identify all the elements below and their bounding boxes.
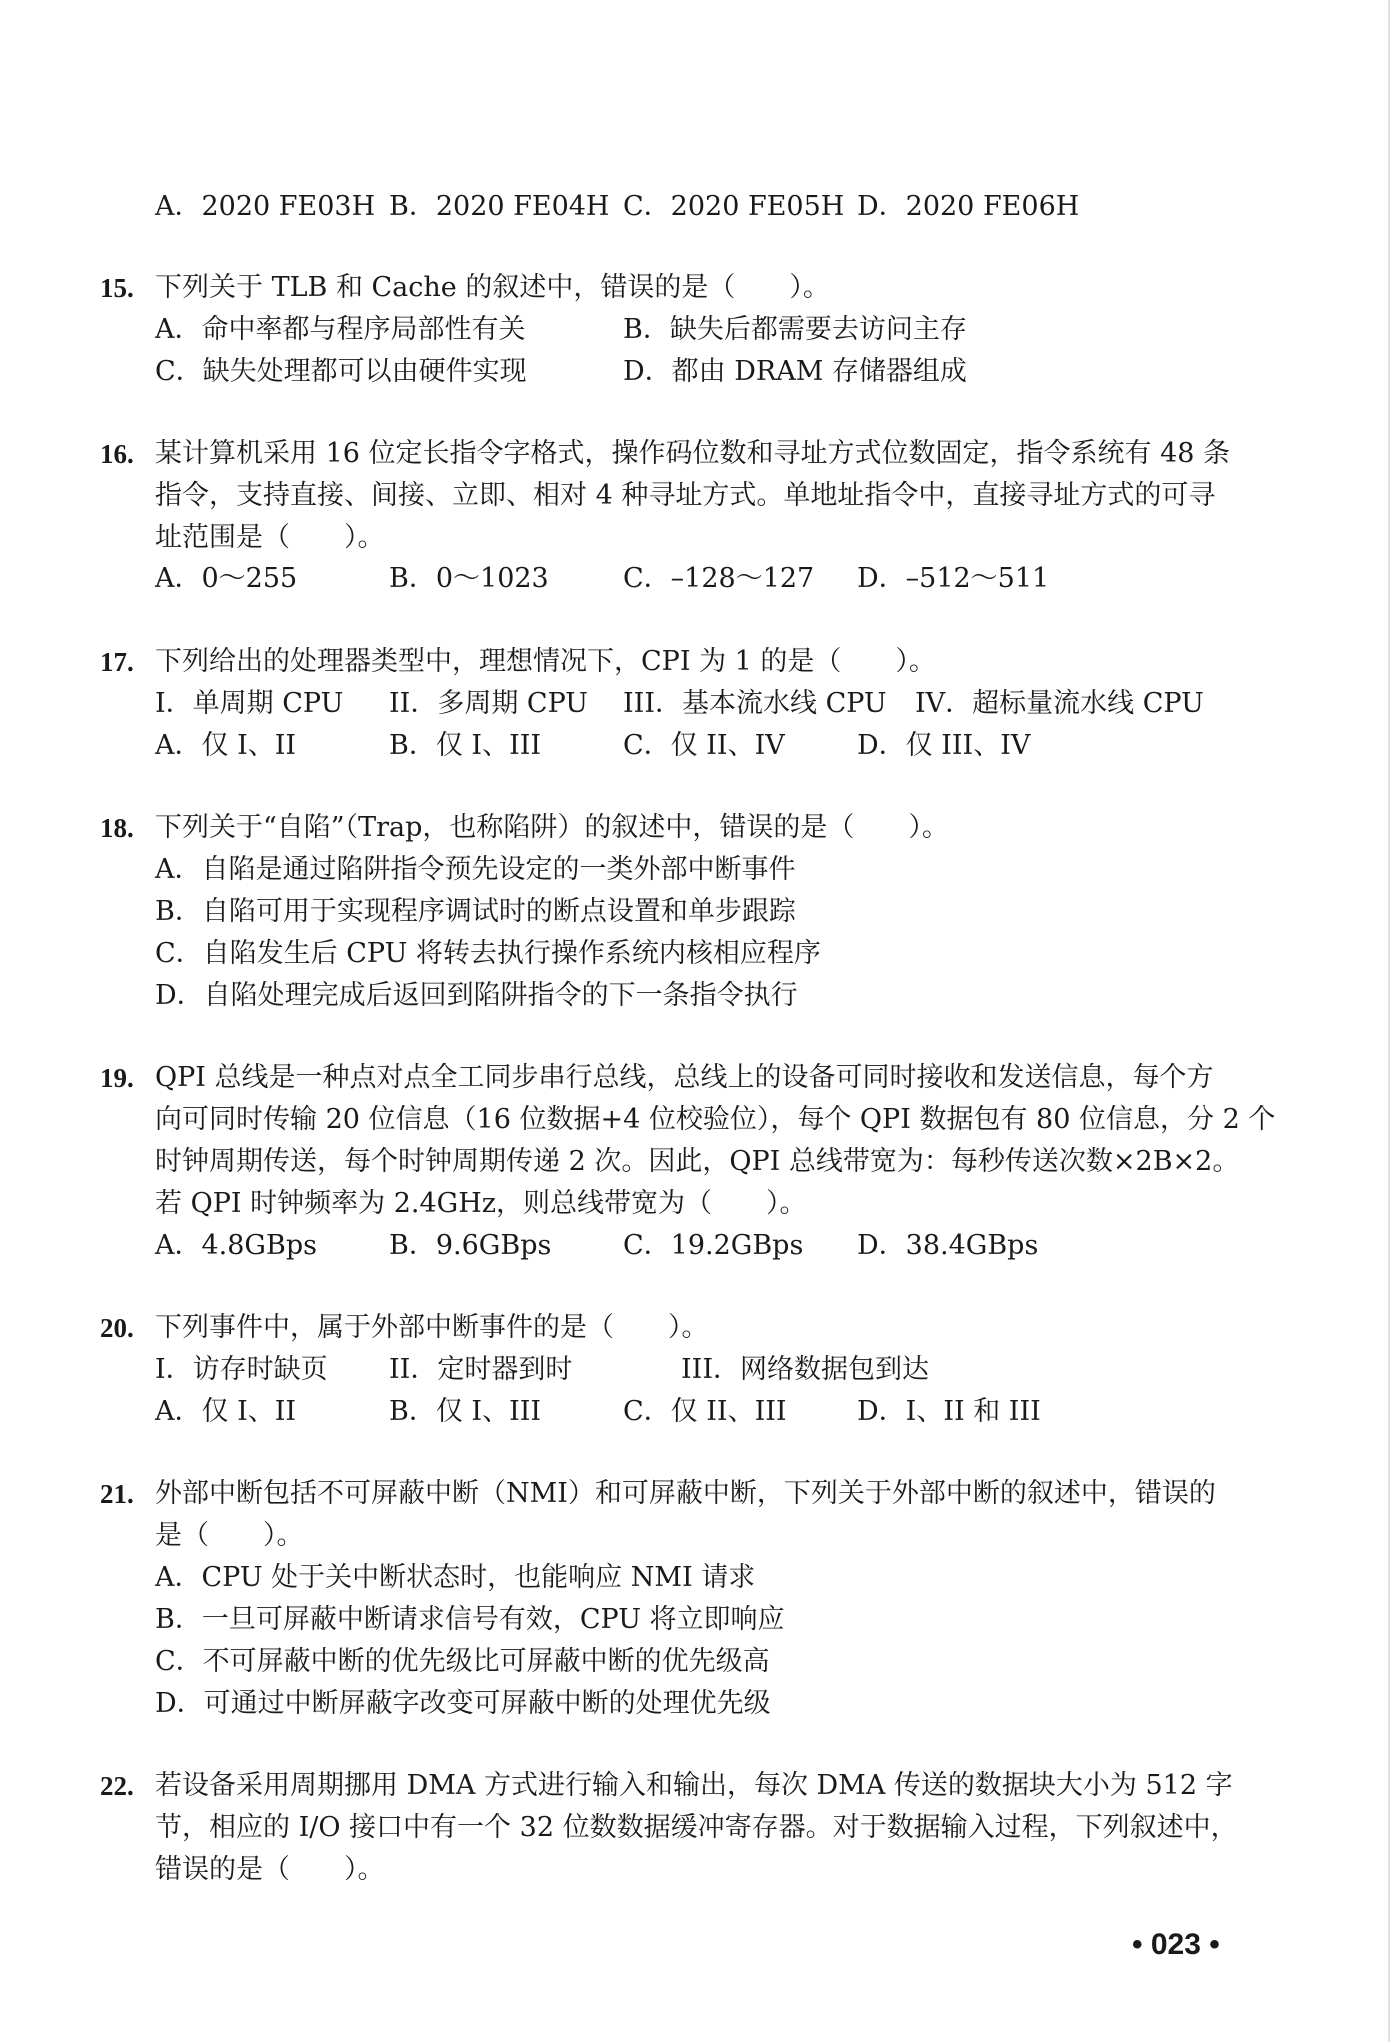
q16-option-d: D．–512～511 — [857, 563, 1050, 594]
q18-option-c: C．自陷发生后 CPU 将转去执行操作系统内核相应程序 — [155, 938, 821, 969]
q19-line-4: 若 QPI 时钟频率为 2.4GHz，则总线带宽为（ ）。 — [155, 1188, 807, 1219]
q21-option-b: B．一旦可屏蔽中断请求信号有效，CPU 将立即响应 — [155, 1604, 785, 1635]
q19-option-b: B．9.6GBps — [389, 1230, 552, 1261]
q19-line-2: 向可同时传输 20 位信息（16 位数据+4 位校验位），每个 QPI 数据包有 80 位信息，分 2 个 — [155, 1104, 1276, 1135]
q16-option-b: B．0～1023 — [389, 563, 549, 594]
q19-number: 19. — [100, 1063, 134, 1093]
q16-option-c: C．–128～127 — [623, 563, 815, 594]
q22-line-2: 节，相应的 I/O 接口中有一个 32 位数数据缓冲寄存器。对于数据输入过程，下列叙述中， — [155, 1812, 1238, 1843]
q14-option-d: D．2020 FE06H — [857, 191, 1080, 222]
q16-line-2: 指令，支持直接、间接、立即、相对 4 种寻址方式。单地址指令中，直接寻址方式的可寻 — [155, 480, 1216, 511]
q15-stem: 下列关于 TLB 和 Cache 的叙述中，错误的是（ ）。 — [155, 272, 830, 303]
q17-number: 17. — [100, 647, 134, 677]
q18-option-d: D．自陷处理完成后返回到陷阱指令的下一条指令执行 — [155, 980, 798, 1011]
q15-option-d: D．都由 DRAM 存储器组成 — [623, 356, 967, 387]
scan-edge — [1388, 0, 1390, 2042]
q18-option-b: B．自陷可用于实现程序调试时的断点设置和单步跟踪 — [155, 896, 796, 927]
q20-number: 20. — [100, 1313, 134, 1343]
page-number: • 023 • — [1132, 1928, 1220, 1961]
q22-line-3: 错误的是（ ）。 — [155, 1854, 385, 1885]
q17-option-a: A．仅 I、II — [155, 730, 297, 761]
q19-option-d: D．38.4GBps — [857, 1230, 1039, 1261]
q20-item-3: III．网络数据包到达 — [681, 1354, 929, 1385]
q21-option-c: C．不可屏蔽中断的优先级比可屏蔽中断的优先级高 — [155, 1646, 770, 1677]
q22-number: 22. — [100, 1771, 134, 1801]
q15-option-c: C．缺失处理都可以由硬件实现 — [155, 356, 527, 387]
q20-option-b: B．仅 I、III — [389, 1396, 542, 1427]
q15-option-a: A．命中率都与程序局部性有关 — [155, 314, 526, 345]
q17-item-2: II．多周期 CPU — [389, 688, 589, 719]
q15-option-b: B．缺失后都需要去访问主存 — [623, 314, 967, 345]
q21-line-1: 外部中断包括不可屏蔽中断（NMI）和可屏蔽中断，下列关于外部中断的叙述中，错误的 — [155, 1478, 1216, 1509]
q17-option-d: D．仅 III、IV — [857, 730, 1031, 761]
q21-option-d: D．可通过中断屏蔽字改变可屏蔽中断的处理优先级 — [155, 1688, 771, 1719]
q14-option-a: A．2020 FE03H — [155, 191, 376, 222]
q17-item-4: IV．超标量流水线 CPU — [915, 688, 1204, 719]
q14-option-b: B．2020 FE04H — [389, 191, 610, 222]
q19-line-1: QPI 总线是一种点对点全工同步串行总线，总线上的设备可同时接收和发送信息，每个方 — [155, 1062, 1214, 1093]
q19-line-3: 时钟周期传送，每个时钟周期传递 2 次。因此，QPI 总线带宽为：每秒传送次数×2B×2。 — [155, 1146, 1240, 1177]
q18-stem: 下列关于“自陷”（Trap，也称陷阱）的叙述中，错误的是（ ）。 — [155, 812, 949, 843]
q20-option-a: A．仅 I、II — [155, 1396, 297, 1427]
q21-option-a: A．CPU 处于关中断状态时，也能响应 NMI 请求 — [155, 1562, 756, 1593]
q20-option-d: D．I、II 和 III — [857, 1396, 1041, 1427]
q16-option-a: A．0～255 — [155, 563, 298, 594]
q17-item-1: I．单周期 CPU — [155, 688, 344, 719]
q20-option-c: C．仅 II、III — [623, 1396, 787, 1427]
q21-line-2: 是（ ）。 — [155, 1520, 304, 1551]
q19-option-a: A．4.8GBps — [155, 1230, 317, 1261]
q18-number: 18. — [100, 813, 134, 843]
q20-item-1: I．访存时缺页 — [155, 1354, 328, 1385]
q22-line-1: 若设备采用周期挪用 DMA 方式进行输入和输出，每次 DMA 传送的数据块大小为 512 字 — [155, 1770, 1233, 1801]
q16-line-1: 某计算机采用 16 位定长指令字格式，操作码位数和寻址方式位数固定，指令系统有 48 条 — [155, 438, 1231, 469]
q17-option-c: C．仅 II、IV — [623, 730, 785, 761]
q21-number: 21. — [100, 1479, 134, 1509]
q15-number: 15. — [100, 273, 134, 303]
q18-option-a: A．自陷是通过陷阱指令预先设定的一类外部中断事件 — [155, 854, 796, 885]
q20-stem: 下列事件中，属于外部中断事件的是（ ）。 — [155, 1312, 709, 1343]
q14-option-c: C．2020 FE05H — [623, 191, 845, 222]
q17-item-3: III．基本流水线 CPU — [623, 688, 887, 719]
q20-item-2: II．定时器到时 — [389, 1354, 573, 1385]
q16-number: 16. — [100, 439, 134, 469]
q19-option-c: C．19.2GBps — [623, 1230, 804, 1261]
q17-option-b: B．仅 I、III — [389, 730, 542, 761]
q17-stem: 下列给出的处理器类型中，理想情况下，CPI 为 1 的是（ ）。 — [155, 646, 936, 677]
q16-line-3: 址范围是（ ）。 — [155, 522, 385, 553]
